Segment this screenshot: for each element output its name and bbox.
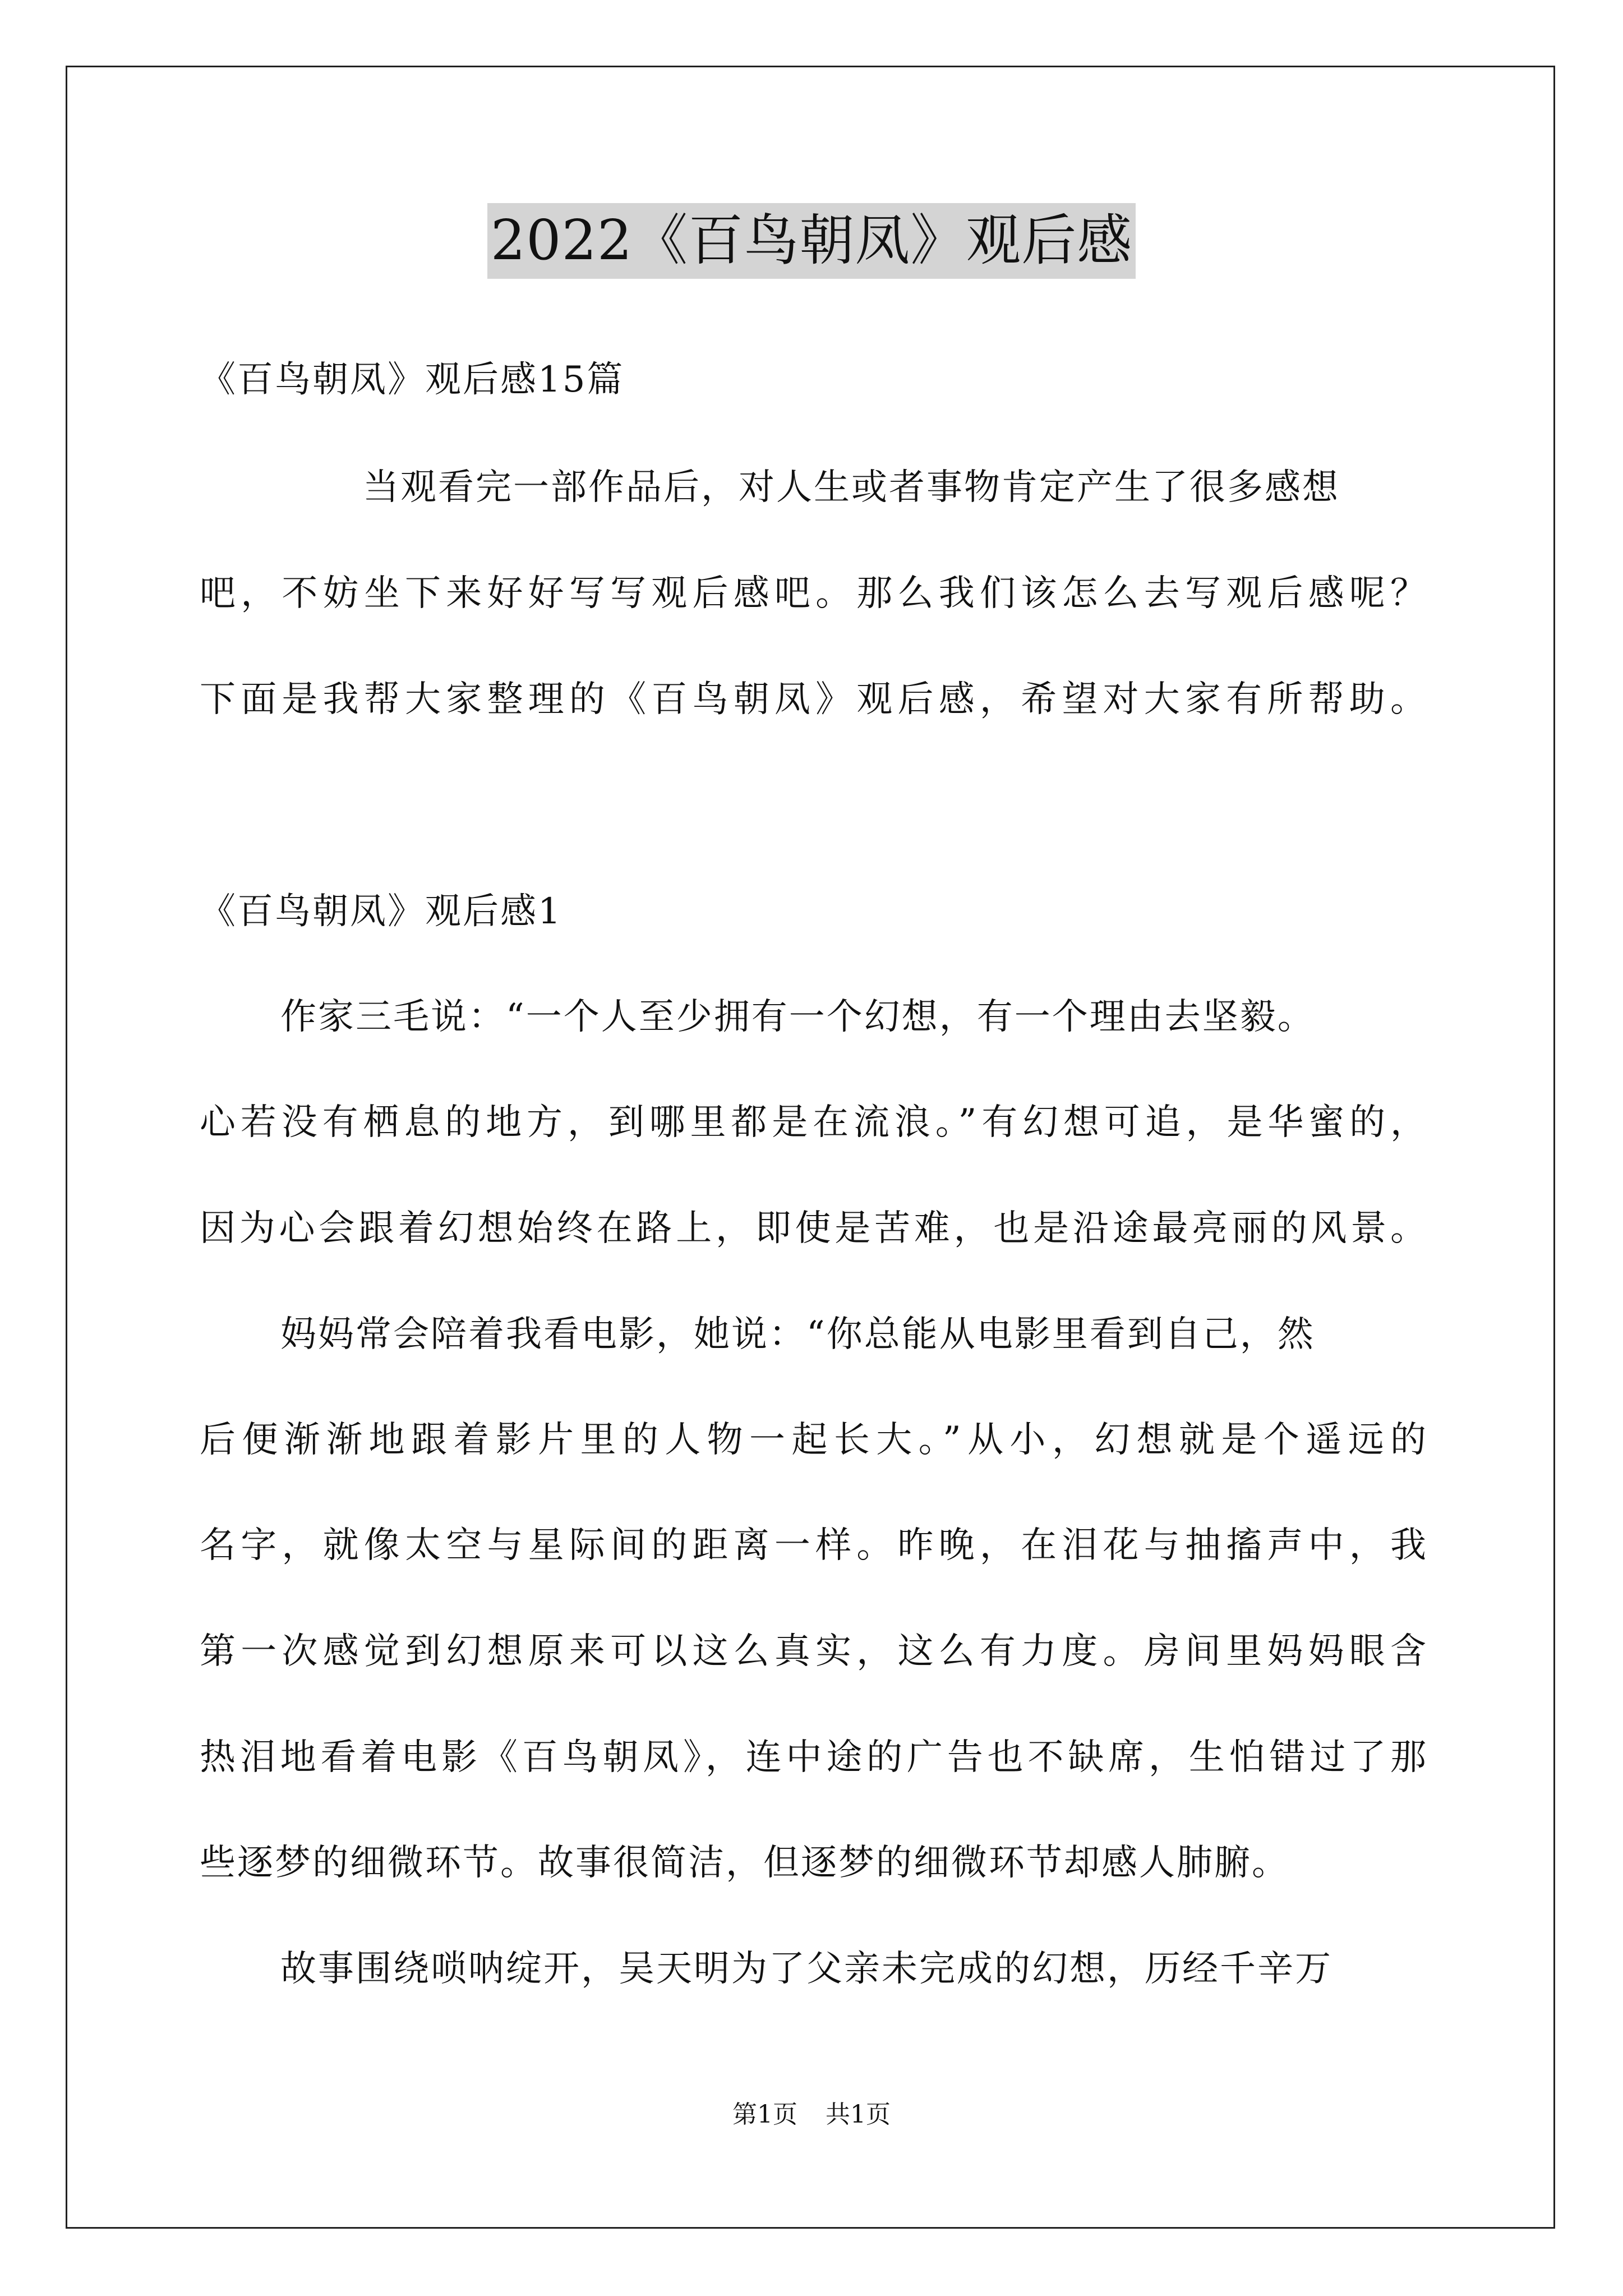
page-footer [0,2098,1623,2132]
paragraph-line: 心若没有栖息的地方，到哪里都是在流浪。”有幻想可追，是华蜜的， [200,1102,1428,1143]
paragraph-line: 因为心会跟着幻想始终在路上，即使是苦难，也是沿途最亮丽的风景。 [200,1208,1428,1249]
intro-line: 当观看完一部作品后，对人生或者事物肯定产生了很多感想 [363,467,1340,508]
paragraph-line: 热泪地看着电影《百鸟朝凤》，连中途的广告也不缺席，生怕错过了那 [200,1737,1428,1778]
paragraph-line: 后便渐渐地跟着影片里的人物一起长大。”从小，幻想就是个遥远的 [200,1419,1428,1461]
document-title: 2022《百鸟朝凤》观后感 [487,203,1136,279]
document-subtitle: 《百鸟朝凤》观后感15篇 [200,359,625,401]
paragraph-line: 妈妈常会陪着我看电影，她说：“你总能从电影里看到自己，然 [280,1314,1315,1355]
paragraph-line: 作家三毛说：“一个人至少拥有一个幻想，有一个理由去坚毅。 [280,996,1315,1038]
intro-line: 吧，不妨坐下来好好写写观后感吧。那么我们该怎么去写观后感呢？ [200,573,1428,614]
intro-line: 下面是我帮大家整理的《百鸟朝凤》观后感，希望对大家有所帮助。 [200,679,1428,720]
title-container [0,203,1623,279]
paragraph-line: 第一次感觉到幻想原来可以这么真实，这么有力度。房间里妈妈眼含 [200,1631,1428,1672]
page-total: 共1页 [826,2100,891,2129]
paragraph-line: 名字，就像太空与星际间的距离一样。昨晚，在泪花与抽搐声中，我 [200,1525,1428,1566]
paragraph-line: 些逐梦的细微环节。故事很简洁，但逐梦的细微环节却感人肺腑。 [200,1842,1289,1884]
paragraph-line: 故事围绕唢呐绽开，吴天明为了父亲未完成的幻想，历经千辛万 [280,1948,1332,1990]
section-heading: 《百鸟朝凤》观后感1 [200,891,562,932]
page-number: 第1页 [732,2100,797,2129]
